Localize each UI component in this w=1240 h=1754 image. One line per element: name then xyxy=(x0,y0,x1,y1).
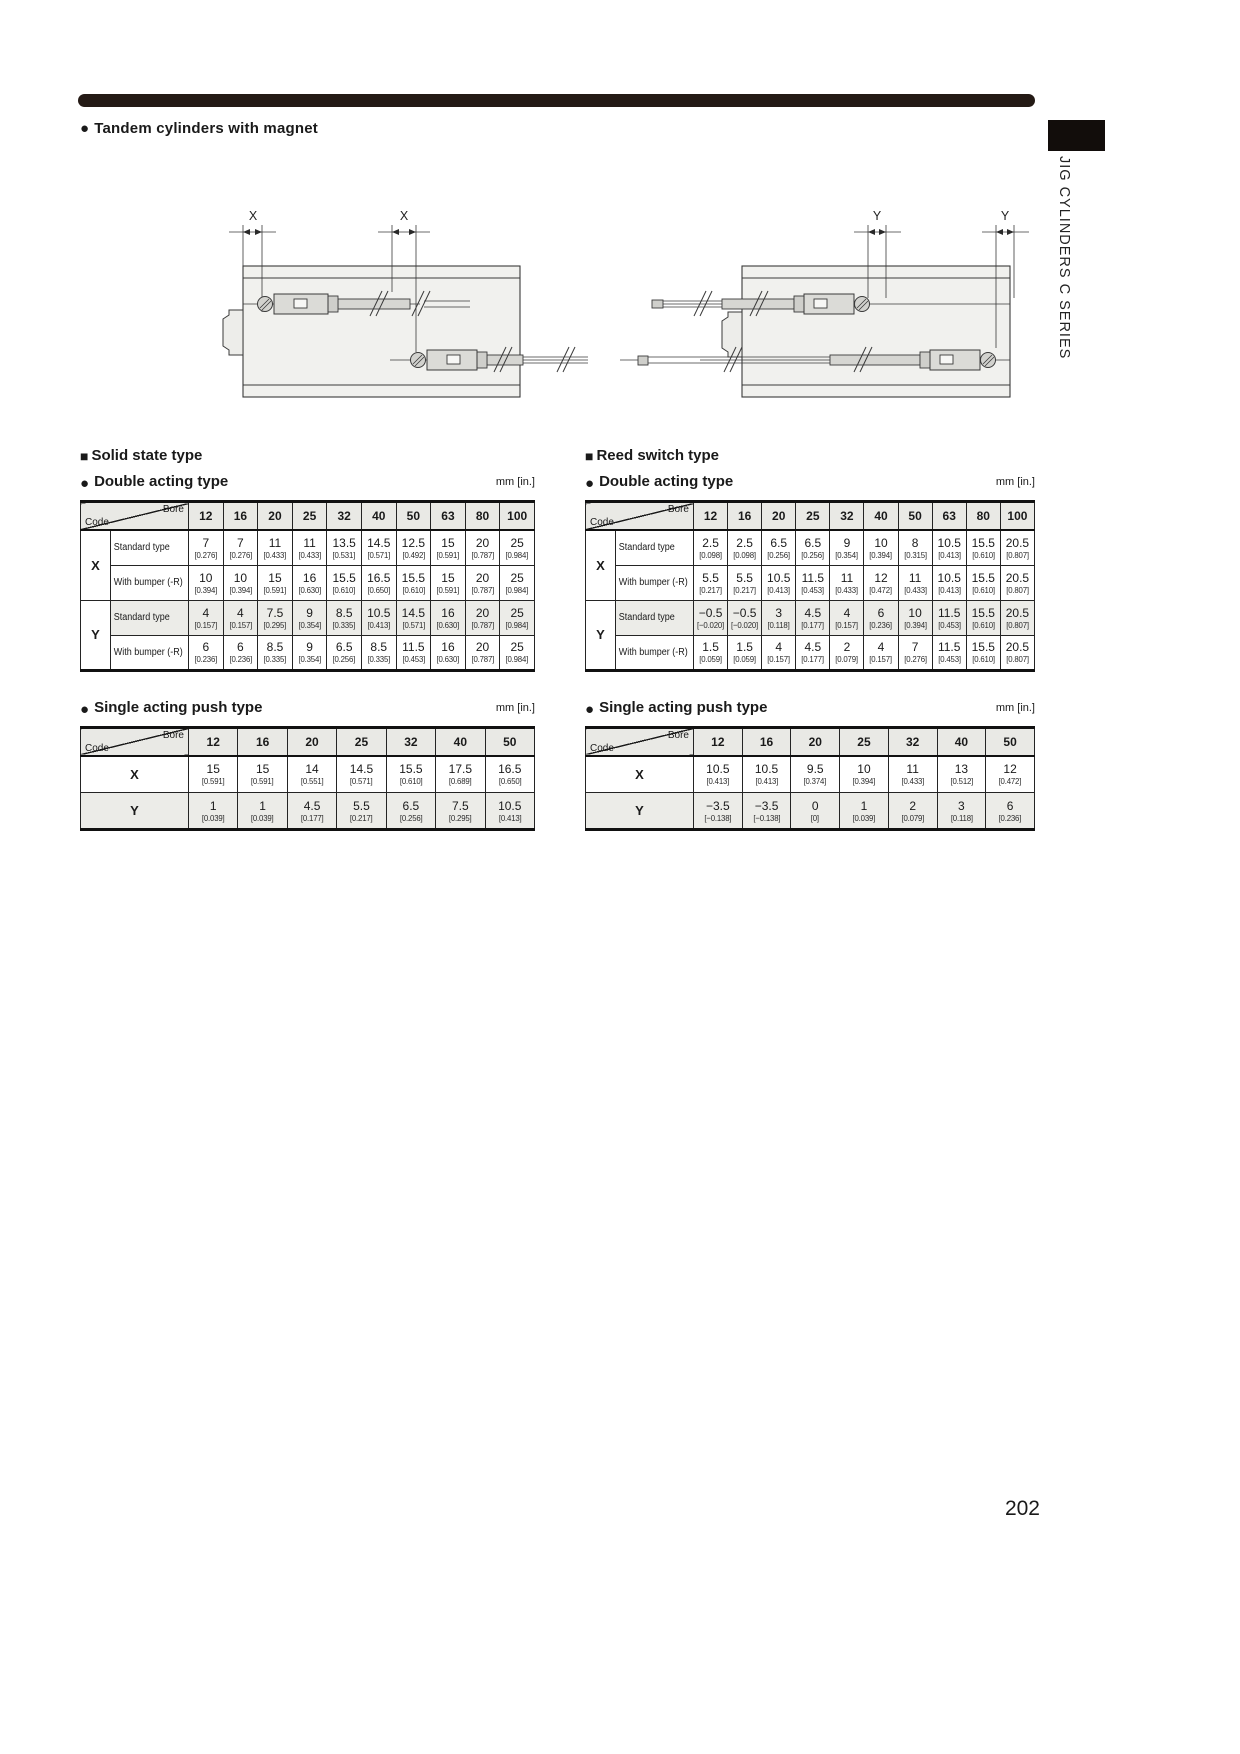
bore-header-cell: 25 xyxy=(337,727,386,756)
subheading-text: Double acting type xyxy=(599,473,734,490)
value-cell: 13.5 [0.531] xyxy=(327,530,362,565)
value-cell: 14.5 [0.571] xyxy=(396,600,431,635)
bore-header-cell: 100 xyxy=(1000,502,1034,531)
code-cell: X xyxy=(586,756,694,793)
table-corner-cell xyxy=(81,502,189,531)
value-cell: 16.5 [0.650] xyxy=(361,565,396,600)
value-cell: 11 [0.433] xyxy=(888,756,937,793)
value-cell: 6.5 [0.256] xyxy=(386,793,435,830)
value-cell: 25 [0.984] xyxy=(500,565,535,600)
value-cell: 1 [0.039] xyxy=(238,793,287,830)
value-cell: 25 [0.984] xyxy=(500,530,535,565)
reed-switch-section xyxy=(585,447,1035,831)
value-cell: 9 [0.354] xyxy=(292,600,327,635)
square-bullet-icon: ■ xyxy=(585,448,594,464)
value-cell: 15.5 [0.610] xyxy=(966,565,1000,600)
value-cell: 6.5 [0.256] xyxy=(762,530,796,565)
value-cell: 10.5 [0.413] xyxy=(694,756,743,793)
bore-header-cell: 40 xyxy=(361,502,396,531)
bore-header-cell: 100 xyxy=(500,502,535,531)
value-cell: 15.5 [0.610] xyxy=(966,635,1000,670)
value-cell: 9 [0.354] xyxy=(292,635,327,670)
value-cell: 8.5 [0.335] xyxy=(258,635,293,670)
value-cell: 10 [0.394] xyxy=(864,530,898,565)
table-row xyxy=(81,793,535,830)
value-cell: 4.5 [0.177] xyxy=(287,793,336,830)
code-cell: Y xyxy=(586,600,616,670)
bore-header-cell: 32 xyxy=(830,502,864,531)
value-cell: 15.5 [0.610] xyxy=(966,600,1000,635)
bullet-icon: ● xyxy=(585,700,595,718)
type-label-cell: Standard type xyxy=(616,530,694,565)
value-cell: 15 [0.591] xyxy=(431,530,466,565)
value-cell: 15 [0.591] xyxy=(238,756,287,793)
series-label: JIG CYLINDERS C SERIES xyxy=(1056,156,1072,360)
table-subheading xyxy=(585,699,1035,717)
subheading-text: Single acting push type xyxy=(94,698,263,716)
type-label-cell: With bumper (-R) xyxy=(111,565,189,600)
value-cell: 7 [0.276] xyxy=(898,635,932,670)
table-header-row xyxy=(81,727,535,756)
value-cell: 10.5 [0.413] xyxy=(932,530,966,565)
value-cell: 11.5 [0.453] xyxy=(932,600,966,635)
value-cell: 10 [0.394] xyxy=(189,565,224,600)
value-cell: −3.5 [−0.138] xyxy=(694,793,743,830)
type-label-cell: With bumper (-R) xyxy=(616,565,694,600)
bore-header-cell: 50 xyxy=(485,727,534,756)
bore-corner-label: Bore xyxy=(162,729,184,741)
dim-label-y1: Y xyxy=(872,209,882,223)
value-cell: 5.5 [0.217] xyxy=(337,793,386,830)
cylinder-diagrams xyxy=(0,0,1240,430)
section-heading xyxy=(585,447,1035,465)
bullet-icon: ● xyxy=(585,475,595,492)
dim-label-x1: X xyxy=(248,209,258,223)
square-bullet-icon: ■ xyxy=(80,448,89,464)
table-subheading xyxy=(80,699,535,717)
value-cell: 15.5 [0.610] xyxy=(386,756,435,793)
bore-header-cell: 80 xyxy=(465,502,500,531)
bore-header-cell: 32 xyxy=(327,502,362,531)
bore-header-cell: 25 xyxy=(796,502,830,531)
table-row xyxy=(586,530,1035,565)
value-cell: 6.5 [0.256] xyxy=(327,635,362,670)
code-corner-label: Code xyxy=(590,742,614,754)
value-cell: 2 [0.079] xyxy=(888,793,937,830)
table-row xyxy=(81,635,535,670)
value-cell: 20.5 [0.807] xyxy=(1000,530,1034,565)
bore-header-cell: 32 xyxy=(888,727,937,756)
bore-header-cell: 20 xyxy=(258,502,293,531)
bore-header-cell: 25 xyxy=(840,727,889,756)
code-cell: X xyxy=(81,756,189,793)
value-cell: 7.5 [0.295] xyxy=(258,600,293,635)
value-cell: 20 [0.787] xyxy=(465,565,500,600)
table-row xyxy=(81,600,535,635)
value-cell: 7 [0.276] xyxy=(189,530,224,565)
bore-header-cell: 50 xyxy=(396,502,431,531)
page-number: 202 xyxy=(1004,1497,1040,1520)
value-cell: 1 [0.039] xyxy=(189,793,238,830)
value-cell: 15.5 [0.610] xyxy=(396,565,431,600)
value-cell: 4 [0.157] xyxy=(864,635,898,670)
bore-header-cell: 20 xyxy=(791,727,840,756)
table-corner-cell xyxy=(586,502,694,531)
bore-header-cell: 40 xyxy=(436,727,485,756)
value-cell: 4 [0.157] xyxy=(189,600,224,635)
value-cell: 12 [0.472] xyxy=(864,565,898,600)
value-cell: 20 [0.787] xyxy=(465,600,500,635)
value-cell: 7.5 [0.295] xyxy=(436,793,485,830)
value-cell: 2 [0.079] xyxy=(830,635,864,670)
bore-header-cell: 16 xyxy=(728,502,762,531)
value-cell: 4 [0.157] xyxy=(223,600,258,635)
value-cell: 20.5 [0.807] xyxy=(1000,635,1034,670)
value-cell: 6 [0.236] xyxy=(189,635,224,670)
code-corner-label: Code xyxy=(85,517,109,528)
solid-state-section xyxy=(80,447,535,831)
bore-header-cell: 63 xyxy=(431,502,466,531)
bore-header-cell: 16 xyxy=(238,727,287,756)
bore-header-cell: 12 xyxy=(694,727,743,756)
value-cell: 14.5 [0.571] xyxy=(361,530,396,565)
code-cell: Y xyxy=(586,793,694,830)
table-row xyxy=(81,565,535,600)
value-cell: 15.5 [0.610] xyxy=(327,565,362,600)
value-cell: 11 [0.433] xyxy=(258,530,293,565)
bore-header-cell: 32 xyxy=(386,727,435,756)
value-cell: 15 [0.591] xyxy=(431,565,466,600)
bore-header-cell: 20 xyxy=(762,502,796,531)
value-cell: 3 [0.118] xyxy=(937,793,986,830)
value-cell: 15 [0.591] xyxy=(258,565,293,600)
value-cell: 10 [0.394] xyxy=(898,600,932,635)
section-heading xyxy=(80,447,535,465)
value-cell: 10.5 [0.413] xyxy=(742,756,791,793)
bore-header-cell: 50 xyxy=(986,727,1035,756)
value-cell: 8.5 [0.335] xyxy=(361,635,396,670)
bullet-icon: ● xyxy=(80,700,90,718)
dim-label-y2: Y xyxy=(1000,209,1010,223)
value-cell: 10.5 [0.413] xyxy=(361,600,396,635)
value-cell: 1.5 [0.059] xyxy=(728,635,762,670)
value-cell: 20.5 [0.807] xyxy=(1000,600,1034,635)
code-corner-label: Code xyxy=(85,742,109,754)
code-cell: X xyxy=(81,530,111,600)
value-cell: 1.5 [0.059] xyxy=(694,635,728,670)
type-label-cell: Standard type xyxy=(111,530,189,565)
code-corner-label: Code xyxy=(590,517,614,528)
value-cell: 12 [0.472] xyxy=(986,756,1035,793)
table-row xyxy=(81,756,535,793)
value-cell: 6.5 [0.256] xyxy=(796,530,830,565)
units-label: mm [in.] xyxy=(995,476,1035,488)
bullet-icon: ● xyxy=(80,120,90,137)
value-cell: 2.5 [0.098] xyxy=(728,530,762,565)
bullet-icon: ● xyxy=(80,475,90,492)
value-cell: 11 [0.433] xyxy=(830,565,864,600)
value-cell: 8 [0.315] xyxy=(898,530,932,565)
bore-header-cell: 12 xyxy=(189,727,238,756)
page-title-text: Tandem cylinders with magnet xyxy=(94,120,318,137)
bore-header-cell: 12 xyxy=(694,502,728,531)
reed-switch-double-acting-table xyxy=(585,500,1035,672)
value-cell: 25 [0.984] xyxy=(500,600,535,635)
bore-header-cell: 16 xyxy=(223,502,258,531)
code-cell: Y xyxy=(81,600,111,670)
value-cell: 9.5 [0.374] xyxy=(791,756,840,793)
value-cell: 5.5 [0.217] xyxy=(728,565,762,600)
value-cell: 4 [0.157] xyxy=(830,600,864,635)
table-header-row xyxy=(81,502,535,531)
value-cell: 7 [0.276] xyxy=(223,530,258,565)
bore-corner-label: Bore xyxy=(162,504,184,515)
type-label-cell: Standard type xyxy=(616,600,694,635)
value-cell: 17.5 [0.689] xyxy=(436,756,485,793)
value-cell: 9 [0.354] xyxy=(830,530,864,565)
value-cell: 20.5 [0.807] xyxy=(1000,565,1034,600)
value-cell: 11.5 [0.453] xyxy=(396,635,431,670)
value-cell: 20 [0.787] xyxy=(465,530,500,565)
value-cell: 10 [0.394] xyxy=(223,565,258,600)
value-cell: 16 [0.630] xyxy=(431,600,466,635)
value-cell: 10.5 [0.413] xyxy=(762,565,796,600)
value-cell: 8.5 [0.335] xyxy=(327,600,362,635)
bore-header-cell: 63 xyxy=(932,502,966,531)
value-cell: 14 [0.551] xyxy=(287,756,336,793)
value-cell: 13 [0.512] xyxy=(937,756,986,793)
value-cell: 11.5 [0.453] xyxy=(796,565,830,600)
value-cell: 11 [0.433] xyxy=(292,530,327,565)
value-cell: 4.5 [0.177] xyxy=(796,600,830,635)
bore-header-cell: 50 xyxy=(898,502,932,531)
value-cell: −3.5 [−0.138] xyxy=(742,793,791,830)
bore-header-cell: 25 xyxy=(292,502,327,531)
value-cell: 6 [0.236] xyxy=(986,793,1035,830)
value-cell: 10 [0.394] xyxy=(840,756,889,793)
left-cylinder-diagram xyxy=(223,209,588,397)
table-row xyxy=(586,600,1035,635)
subheading-text: Double acting type xyxy=(94,473,229,490)
value-cell: 25 [0.984] xyxy=(500,635,535,670)
value-cell: 11.5 [0.453] xyxy=(932,635,966,670)
value-cell: 4 [0.157] xyxy=(762,635,796,670)
bore-header-cell: 12 xyxy=(189,502,224,531)
type-label-cell: Standard type xyxy=(111,600,189,635)
value-cell: 15 [0.591] xyxy=(189,756,238,793)
units-label: mm [in.] xyxy=(495,476,535,488)
solid-state-double-acting-table xyxy=(80,500,535,672)
value-cell: 0 [0] xyxy=(791,793,840,830)
table-row xyxy=(81,530,535,565)
value-cell: 15.5 [0.610] xyxy=(966,530,1000,565)
value-cell: 16 [0.630] xyxy=(292,565,327,600)
value-cell: 20 [0.787] xyxy=(465,635,500,670)
right-cylinder-diagram xyxy=(620,209,1029,397)
section-heading-text: Reed switch type xyxy=(596,447,720,464)
table-corner-cell xyxy=(81,727,189,756)
value-cell: 10.5 [0.413] xyxy=(932,565,966,600)
value-cell: 16.5 [0.650] xyxy=(485,756,534,793)
section-heading-text: Solid state type xyxy=(91,447,203,464)
value-cell: −0.5 [−0.020] xyxy=(694,600,728,635)
code-cell: X xyxy=(586,530,616,600)
table-subheading xyxy=(80,473,535,491)
value-cell: 6 [0.236] xyxy=(223,635,258,670)
value-cell: 6 [0.236] xyxy=(864,600,898,635)
table-row xyxy=(586,793,1035,830)
value-cell: 2.5 [0.098] xyxy=(694,530,728,565)
value-cell: 1 [0.039] xyxy=(840,793,889,830)
bore-header-cell: 80 xyxy=(966,502,1000,531)
bore-corner-label: Bore xyxy=(667,729,689,741)
value-cell: −0.5 [−0.020] xyxy=(728,600,762,635)
table-row xyxy=(586,565,1035,600)
reed-switch-single-acting-table xyxy=(585,726,1035,832)
value-cell: 12.5 [0.492] xyxy=(396,530,431,565)
units-label: mm [in.] xyxy=(495,701,535,714)
table-header-row xyxy=(586,502,1035,531)
table-corner-cell xyxy=(586,727,694,756)
bore-header-cell: 40 xyxy=(937,727,986,756)
bore-header-cell: 40 xyxy=(864,502,898,531)
subheading-text: Single acting push type xyxy=(599,698,768,716)
dim-label-x2: X xyxy=(399,209,409,223)
value-cell: 10.5 [0.413] xyxy=(485,793,534,830)
table-subheading xyxy=(585,473,1035,491)
value-cell: 3 [0.118] xyxy=(762,600,796,635)
value-cell: 16 [0.630] xyxy=(431,635,466,670)
bore-corner-label: Bore xyxy=(667,504,689,515)
type-label-cell: With bumper (-R) xyxy=(616,635,694,670)
value-cell: 14.5 [0.571] xyxy=(337,756,386,793)
bore-header-cell: 20 xyxy=(287,727,336,756)
type-label-cell: With bumper (-R) xyxy=(111,635,189,670)
bore-header-cell: 16 xyxy=(742,727,791,756)
value-cell: 5.5 [0.217] xyxy=(694,565,728,600)
code-cell: Y xyxy=(81,793,189,830)
units-label: mm [in.] xyxy=(995,701,1035,714)
value-cell: 11 [0.433] xyxy=(898,565,932,600)
table-header-row xyxy=(586,727,1035,756)
value-cell: 4.5 [0.177] xyxy=(796,635,830,670)
solid-state-single-acting-table xyxy=(80,726,535,832)
table-row xyxy=(586,756,1035,793)
table-row xyxy=(586,635,1035,670)
